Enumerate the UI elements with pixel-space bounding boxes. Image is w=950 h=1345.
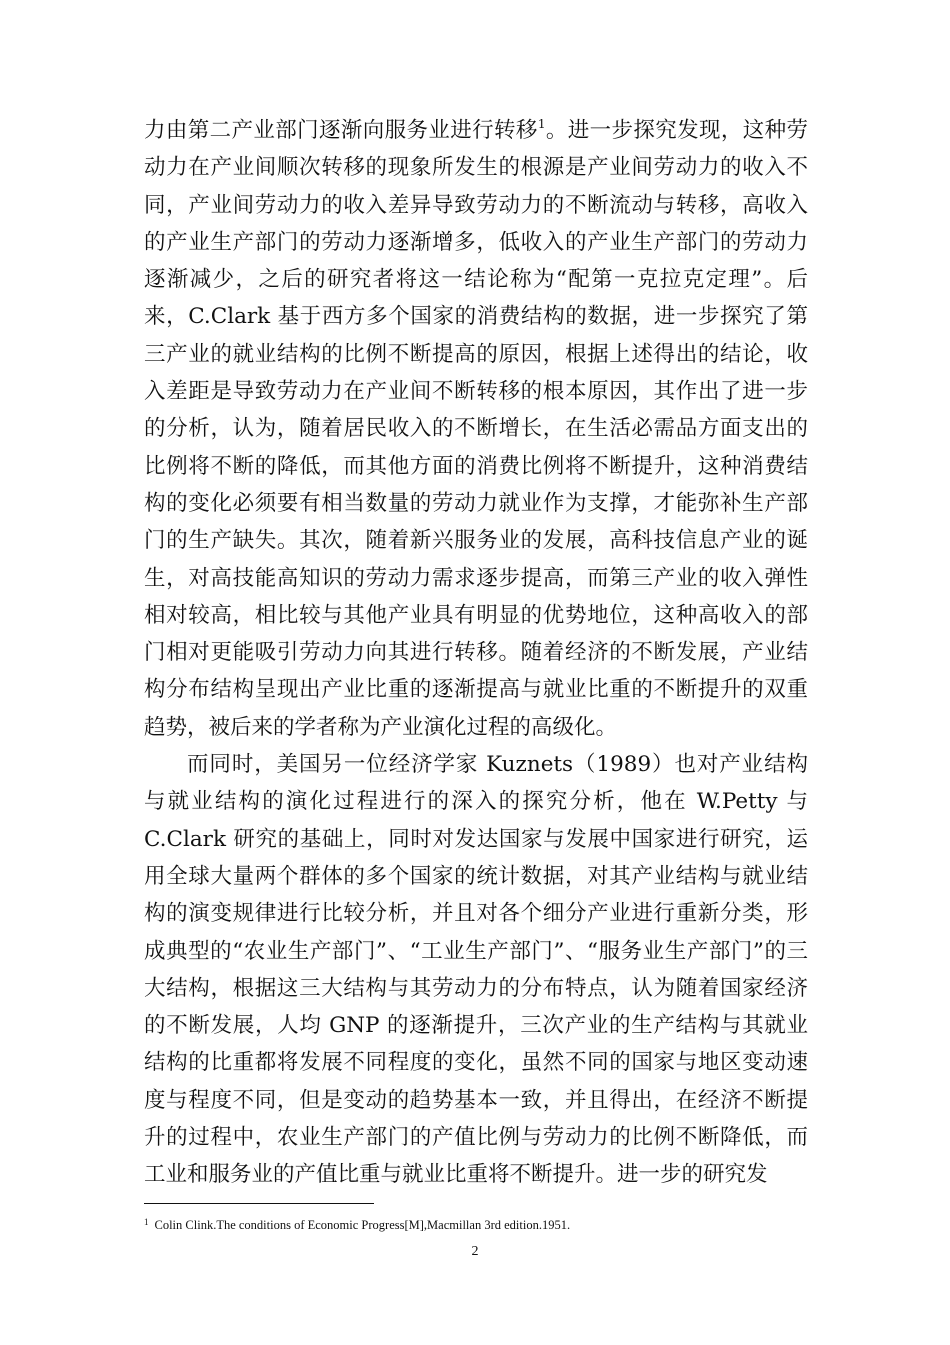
body-text [144, 112, 808, 1194]
footnote-text: Colin Clink.The conditions of Economic Progress[M],Macmillan 3rd edition.1951. [154, 1218, 571, 1232]
footnote-divider [144, 1203, 374, 1204]
footnote [144, 1214, 808, 1233]
footnote-mark: 1 [144, 1217, 149, 1227]
paragraph-1-text-start: 力由第二产业部门逐渐向服务业进行转移 [144, 118, 538, 143]
footnote-reference: 1 [537, 117, 546, 131]
paragraph-2: 而同时，美国另一位经济学家 Kuznets（1989）也对产业结构与就业结构的演化过程进行的深入的探究分析，他在 W.Petty 与 C.Clark 研究的基础上，同时对发达国家与发展中国家进行研究，运用全球大量两个群体的多个国家的统计数据，对其产业结构与就业结构的演变规律进行比较分析，并且对各个细分产业进行重新分类，形成典型的“农业生产部门”、“工业生产部门”、“服务业生产部门”的三大结构，根据这三大结构与其劳动力的分布特点，认为随着国家经济的不断发展，人均 GNP 的逐渐提升，三次产业的生产结构与其就业结构的比重都将发展不同程度的变化，虽然不同的国家与地区变动速度与程度不同，但是变动的趋势基本一致，并且得出，在经济不断提升的过程中，农业生产部门的产值比例与劳动力的比例不断降低，而工业和服务业的产值比重与就业比重将不断提升。进一步的研究发 [144, 752, 808, 1188]
paragraph-1-text-rest: 。进一步探究发现，这种劳动力在产业间顺次转移的现象所发生的根源是产业间劳动力的收入不同，产业间劳动力的收入差异导致劳动力的不断流动与转移，高收入的产业生产部门的劳动力逐渐增多，低收入的产业生产部门的劳动力逐渐减少，之后的研究者将这一结论称为“配第一克拉克定理”。后来，C.Clark 基于西方多个国家的消费结构的数据，进一步探究了第三产业的就业结构的比例不断提高的原因，根据上述得出的结论，收入差距是导致劳动力在产业间不断转移的根本原因，其作出了进一步的分析，认为，随着居民收入的不断增长，在生活必需品方面支出的比例将不断的降低，而其他方面的消费比例将不断提升，这种消费结构的变化必须要有相当数量的劳动力就业作为支撑，才能弥补生产部门的生产缺失。其次，随着新兴服务业的发展，高科技信息产业的诞生，对高技能高知识的劳动力需求逐步提高，而第三产业的收入弹性相对较高，相比较与其他产业具有明显的优势地位，这种高收入的部门相对更能吸引劳动力向其进行转移。随着经济的不断发展，产业结构分布结构呈现出产业比重的逐渐提高与就业比重的不断提升的双重趋势，被后来的学者称为产业演化过程的高级化。 [144, 118, 808, 740]
page-number: 2 [471, 1244, 479, 1259]
paragraph-1 [144, 112, 808, 746]
